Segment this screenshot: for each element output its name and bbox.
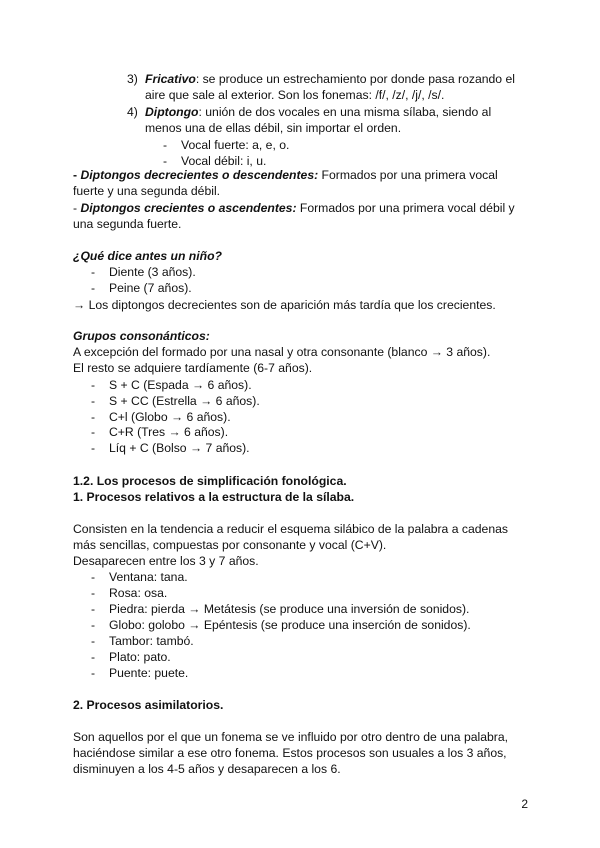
list-item-diptongo: [145, 104, 491, 120]
list-item-continuation: aire que sale al exterior. Son los fonemas: /f/, /z/, /j/, /s/.: [145, 88, 445, 102]
bullet-dash: -: [91, 586, 96, 600]
bullet-dash: -: [91, 666, 96, 680]
list-item: Rosa: osa.: [109, 586, 168, 600]
list-item-text: : unión de dos vocales en una misma sílaba, siendo al: [198, 105, 492, 119]
vocal-fuerte: Vocal fuerte: a, e, o.: [181, 138, 290, 152]
diptongos-crecientes: [73, 200, 515, 216]
heading-grupos: Grupos consonánticos:: [73, 329, 210, 343]
bullet-dash: -: [91, 441, 96, 455]
list-item: C+l (Globo → 6 años).: [109, 410, 231, 424]
paragraph-line: El resto se adquiere tardíamente (6-7 años).: [73, 361, 313, 375]
bullet-dash: -: [163, 138, 168, 152]
section-subtitle: 1. Procesos relativos a la estructura de la sílaba.: [73, 490, 355, 504]
list-item: Peine (7 años).: [109, 281, 192, 295]
paragraph-line: más sencillas, compuestas por consonante y vocal (C+V).: [73, 538, 387, 552]
bullet-dash: -: [91, 378, 96, 392]
paragraph-line: haciéndose similar a ese otro fonema. Estos procesos son usuales a los 3 años,: [73, 746, 507, 760]
diptongos-decrecientes: [73, 167, 498, 183]
dash-prefix: -: [73, 201, 81, 215]
bullet-dash: -: [91, 410, 96, 424]
list-item-continuation: menos una de ellas débil, sin importar el orden.: [145, 121, 402, 135]
bullet-dash: -: [91, 394, 96, 408]
list-number: 3): [127, 72, 138, 86]
section-title: 1.2. Los procesos de simplificación fonológica.: [73, 474, 347, 488]
term-fricativo: Fricativo: [145, 72, 196, 86]
definition-continuation: fuerte y una segunda débil.: [73, 184, 221, 198]
paragraph-line: disminuyen a los 4-5 años y desaparecen a los 6.: [73, 762, 341, 776]
section-title: 2. Procesos asimilatorios.: [73, 698, 224, 712]
list-number: 4): [127, 105, 138, 119]
list-item: Plato: pato.: [109, 650, 171, 664]
list-item: C+R (Tres → 6 años).: [109, 425, 229, 439]
list-item: Tambor: tambó.: [109, 634, 194, 648]
bullet-dash: -: [91, 634, 96, 648]
bullet-dash: -: [91, 618, 96, 632]
bullet-dash: -: [163, 154, 168, 168]
heading-nino: ¿Qué dice antes un niño?: [73, 249, 222, 263]
definition-text: Formados por una primera vocal: [318, 168, 498, 182]
bullet-dash: -: [91, 281, 96, 295]
bullet-dash: -: [91, 265, 96, 279]
bullet-dash: -: [91, 650, 96, 664]
list-item: Puente: puete.: [109, 666, 189, 680]
list-item: Diente (3 años).: [109, 265, 196, 279]
list-item: Globo: golobo → Epéntesis (se produce una inserción de sonidos).: [109, 618, 471, 632]
note-arrow: → Los diptongos decrecientes son de aparición más tardía que los crecientes.: [73, 298, 496, 312]
dash-prefix: -: [73, 168, 81, 182]
bullet-dash: -: [91, 602, 96, 616]
bullet-dash: -: [91, 570, 96, 584]
list-item: S + C (Espada → 6 años).: [109, 378, 252, 392]
list-item-fricativo: [145, 71, 515, 87]
term-crecientes: Diptongos crecientes o ascendentes:: [80, 201, 297, 215]
list-item-text: : se produce un estrechamiento por donde pasa rozando el: [195, 72, 515, 86]
list-item: Piedra: pierda → Metátesis (se produce una inversión de sonidos).: [109, 602, 470, 616]
paragraph-line: Desaparecen entre los 3 y 7 años.: [73, 554, 259, 568]
term-decrecientes: Diptongos decrecientes o descendentes:: [80, 168, 319, 182]
list-item: Ventana: tana.: [109, 570, 188, 584]
definition-continuation: una segunda fuerte.: [73, 217, 182, 231]
page-number: 2: [521, 797, 528, 811]
list-item: S + CC (Estrella → 6 años).: [109, 394, 260, 408]
vocal-debil: Vocal débil: i, u.: [181, 154, 267, 168]
term-diptongo: Diptongo: [145, 105, 199, 119]
list-item: Líq + C (Bolso → 7 años).: [109, 441, 250, 455]
bullet-dash: -: [91, 425, 96, 439]
paragraph-line: Son aquellos por el que un fonema se ve influido por otro dentro de una palabra,: [73, 730, 508, 744]
definition-text: Formados por una primera vocal débil y: [296, 201, 515, 215]
paragraph-line: Consisten en la tendencia a reducir el esquema silábico de la palabra a cadenas: [73, 522, 508, 536]
paragraph-line: A excepción del formado por una nasal y otra consonante (blanco → 3 años).: [73, 345, 491, 359]
